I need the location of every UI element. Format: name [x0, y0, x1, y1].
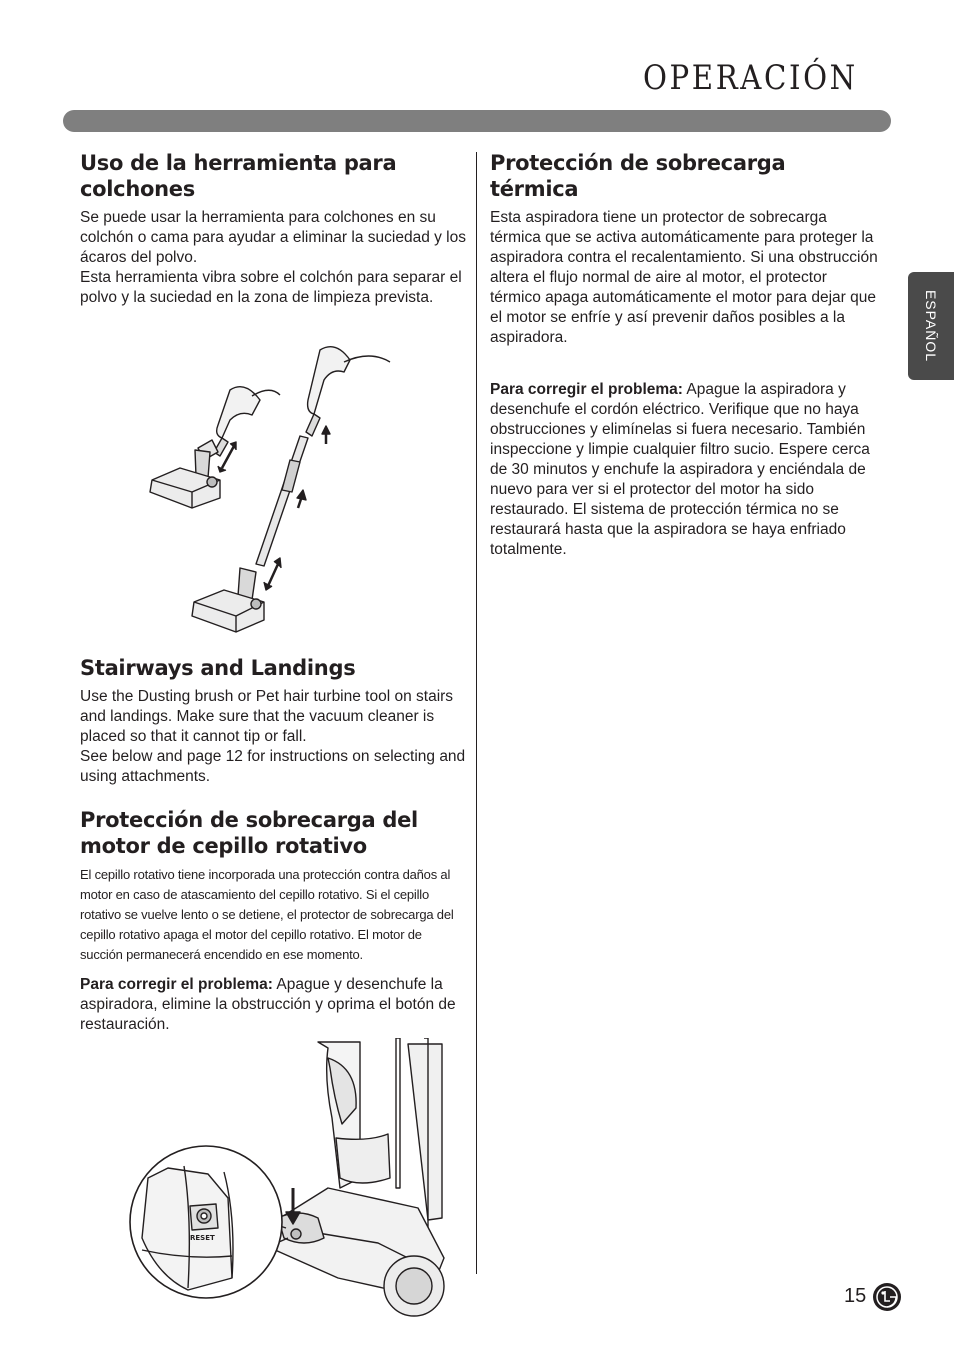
thermal-fix-text: Apague la aspiradora y desenchufe el cordón eléctrico. Verifique que no haya obstrucciones y elimínelas si fuera necesario. También inspeccione y limpie cualquier filtro sucio. Espere cerca de 30 minutos y enchufe la aspiradora y enciéndala de nuevo para ver si el protector del motor ha sido restaurado. El sistema de protección térmica no se restaurará hasta que la aspiradora se haya enfriado totalmente.	[490, 381, 870, 558]
right-column	[490, 150, 878, 560]
brushroll-paragraph: El cepillo rotativo tiene incorporada una protección contra daños al motor en caso de atascamiento del cepillo rotativo. Si el cepillo rotativo se vuelve lento o se detiene, el protector de sobrecarga del cepillo rotativo apaga el motor del cepillo rotativo. El motor de succión permanecerá encendido en ese momento.	[80, 867, 454, 962]
brushroll-fix-text: Apague y desenchufe la aspiradora, elimine la obstrucción y oprima el botón de restauración.	[80, 976, 456, 1033]
mattress-tool-illustration	[140, 340, 410, 640]
reset-button-illustration	[128, 1038, 446, 1320]
stairways-paragraph-2: See below and page 12 for instructions on selecting and using attachments.	[80, 748, 466, 785]
section-heading-brushroll-overload: Protección de sobrecarga del motor de cepillo rotativo	[80, 808, 418, 858]
section-heading-thermal-overload: Protección de sobrecarga térmica	[490, 151, 786, 201]
lg-logo-icon	[872, 1282, 902, 1312]
thermal-fix-label: Para corregir el problema:	[490, 381, 683, 398]
stairways-paragraph-1: Use the Dusting brush or Pet hair turbine tool on stairs and landings. Make sure that the vacuum cleaner is placed so that it cannot tip or fall.	[80, 688, 454, 745]
column-divider	[476, 152, 477, 1274]
section-heading-mattress-tool: Uso de la herramienta para colchones	[80, 151, 397, 201]
stairways-section	[80, 655, 466, 787]
language-tab-label: ESPAÑOL	[923, 289, 939, 363]
brushroll-fix-label: Para corregir el problema:	[80, 976, 273, 993]
brushroll-section	[80, 807, 466, 1035]
brushroll-fix-paragraph	[80, 975, 466, 1035]
reset-label: RESET	[190, 1234, 215, 1242]
section-heading-stairways: Stairways and Landings	[80, 656, 356, 680]
left-column	[80, 150, 466, 308]
page-number: 15	[844, 1285, 867, 1307]
thermal-paragraph: Esta aspiradora tiene un protector de sobrecarga térmica que se activa automáticamente para proteger la aspiradora contra el recalentamiento. Si una obstrucción altera el flujo normal de aire al motor, el protector térmico apaga automáticamente el motor para dejar que el motor se enfríe y así prevenir daños posibles a la aspiradora.	[490, 209, 878, 346]
mattress-tool-paragraph-2: Esta herramienta vibra sobre el colchón para separar el polvo y la suciedad en la zona de limpieza prevista.	[80, 269, 462, 306]
language-tab	[908, 272, 954, 380]
page-title: OPERACIÓN	[643, 58, 858, 98]
thermal-fix-paragraph	[490, 380, 878, 560]
mattress-tool-paragraph-1: Se puede usar la herramienta para colchones en su colchón o cama para ayudar a eliminar la suciedad y los ácaros del polvo.	[80, 209, 466, 266]
header-bar	[63, 110, 891, 132]
